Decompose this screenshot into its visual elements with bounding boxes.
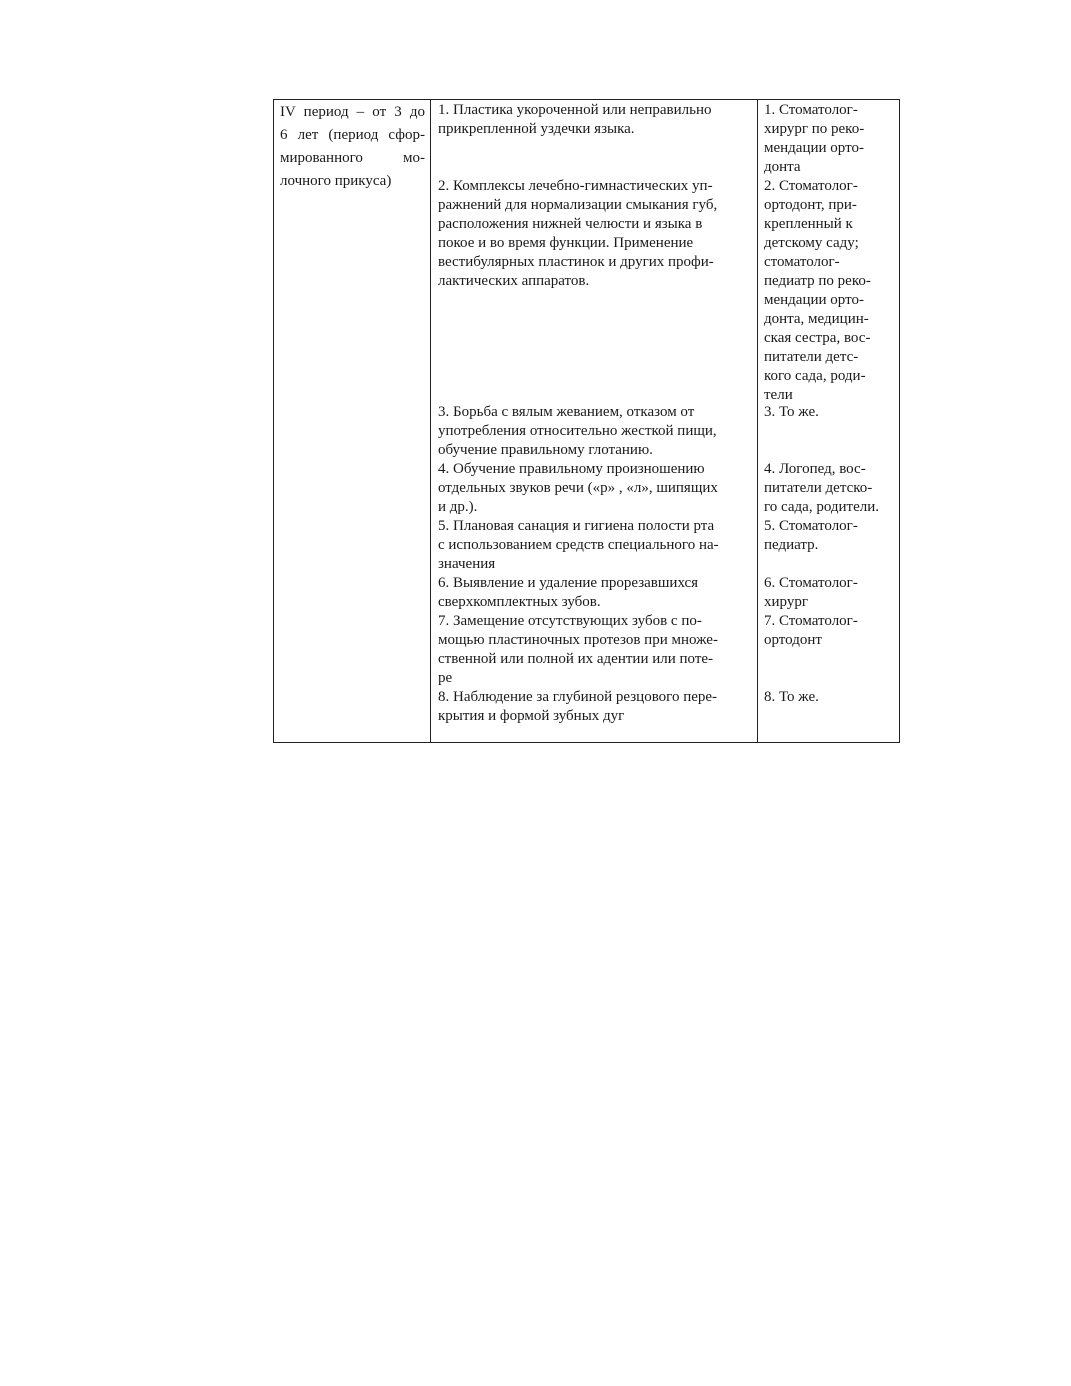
measure-line: с использованием средств специального на-	[438, 537, 719, 553]
measure-line: прикрепленной уздечки языка.	[438, 121, 635, 137]
staff-item-3	[764, 403, 819, 422]
staff-line: ская сестра, вос-	[764, 330, 871, 346]
measure-item-6	[438, 574, 698, 612]
measure-line: крытия и формой зубных дуг	[438, 708, 625, 724]
measure-line: 7. Замещение отсутствующих зубов с по-	[438, 613, 702, 629]
staff-line: 4. Логопед, вос-	[764, 461, 866, 477]
measure-item-3	[438, 403, 717, 460]
measure-line: обучение правильному глотанию.	[438, 442, 653, 458]
staff-item-5	[764, 517, 858, 555]
measure-line: употребления относительно жесткой пищи,	[438, 423, 717, 439]
measure-line: 6. Выявление и удаление прорезавшихся	[438, 575, 699, 591]
staff-line: ортодонт, при-	[764, 197, 857, 213]
staff-line: педиатр.	[764, 537, 819, 553]
staff-line: 5. Стоматолог-	[764, 518, 858, 534]
staff-line: стоматолог-	[764, 254, 840, 270]
prophylaxis-table	[273, 99, 900, 743]
measure-item-4	[438, 460, 718, 517]
staff-line: хирург	[764, 594, 808, 610]
staff-line: 7. Стоматолог-	[764, 613, 858, 629]
measure-line: сверхкомплектных зубов.	[438, 594, 601, 610]
staff-item-7	[764, 612, 858, 650]
staff-line: 3. То же.	[764, 404, 819, 420]
period-line: IV период – от 3 до	[280, 104, 425, 120]
staff-line: хирург по реко-	[764, 121, 865, 137]
period-line: лочного прикуса)	[280, 173, 392, 189]
measure-line: лактических аппаратов.	[438, 273, 590, 289]
staff-line: мендации орто-	[764, 292, 864, 308]
staff-item-8	[764, 688, 819, 707]
staff-item-6	[764, 574, 858, 612]
staff-item-1	[764, 101, 864, 177]
staff-line: мендации орто-	[764, 140, 864, 156]
period-cell	[280, 101, 425, 193]
measure-line: 1. Пластика укороченной или неправильно	[438, 102, 712, 118]
staff-line: 2. Стоматолог-	[764, 178, 858, 194]
staff-line: кого сада, роди-	[764, 368, 866, 384]
period-column	[274, 100, 431, 742]
measure-line: 8. Наблюдение за глубиной резцового пере-	[438, 689, 718, 705]
measure-item-8	[438, 688, 717, 726]
staff-line: детскому саду;	[764, 235, 859, 251]
staff-item-2	[764, 177, 871, 405]
period-line: мированного мо-	[280, 150, 425, 166]
measure-line: отдельных звуков речи («р» , «л», шипящих	[438, 480, 718, 496]
staff-item-4	[764, 460, 879, 517]
period-line: 6 лет (период сфор-	[280, 127, 425, 143]
staff-line: 1. Стоматолог-	[764, 102, 858, 118]
measure-line: ражнений для нормализации смыкания губ,	[438, 197, 718, 213]
measure-item-7	[438, 612, 718, 688]
measure-line: и др.).	[438, 499, 478, 515]
staff-line: 8. То же.	[764, 689, 819, 705]
measure-line: значения	[438, 556, 496, 572]
staff-line: крепленный к	[764, 216, 853, 232]
measure-item-1	[438, 101, 711, 139]
measure-line: ственной или полной их адентии или поте-	[438, 651, 714, 667]
measure-line: мощью пластиночных протезов при множе-	[438, 632, 718, 648]
measure-line: расположения нижней челюсти и языка в	[438, 216, 703, 232]
measure-line: покое и во время функции. Применение	[438, 235, 694, 251]
measure-line: 3. Борьба с вялым жеванием, отказом от	[438, 404, 695, 420]
measure-line: вестибулярных пластинок и других профи-	[438, 254, 714, 270]
staff-line: донта	[764, 159, 801, 175]
measures-column	[431, 100, 758, 742]
staff-line: питатели детско-	[764, 480, 873, 496]
staff-line: донта, медицин-	[764, 311, 869, 327]
measure-item-5	[438, 517, 719, 574]
measure-line: ре	[438, 670, 453, 686]
staff-line: питатели детс-	[764, 349, 859, 365]
staff-line: го сада, родители.	[764, 499, 880, 515]
staff-line: ортодонт	[764, 632, 822, 648]
measure-line: 2. Комплексы лечебно-гимнастических уп-	[438, 178, 713, 194]
staff-line: тели	[764, 387, 793, 403]
staff-column	[758, 100, 899, 742]
staff-line: 6. Стоматолог-	[764, 575, 858, 591]
measure-line: 5. Плановая санация и гигиена полости рта	[438, 518, 715, 534]
staff-line: педиатр по реко-	[764, 273, 871, 289]
measure-line: 4. Обучение правильному произношению	[438, 461, 705, 477]
measure-item-2	[438, 177, 717, 291]
